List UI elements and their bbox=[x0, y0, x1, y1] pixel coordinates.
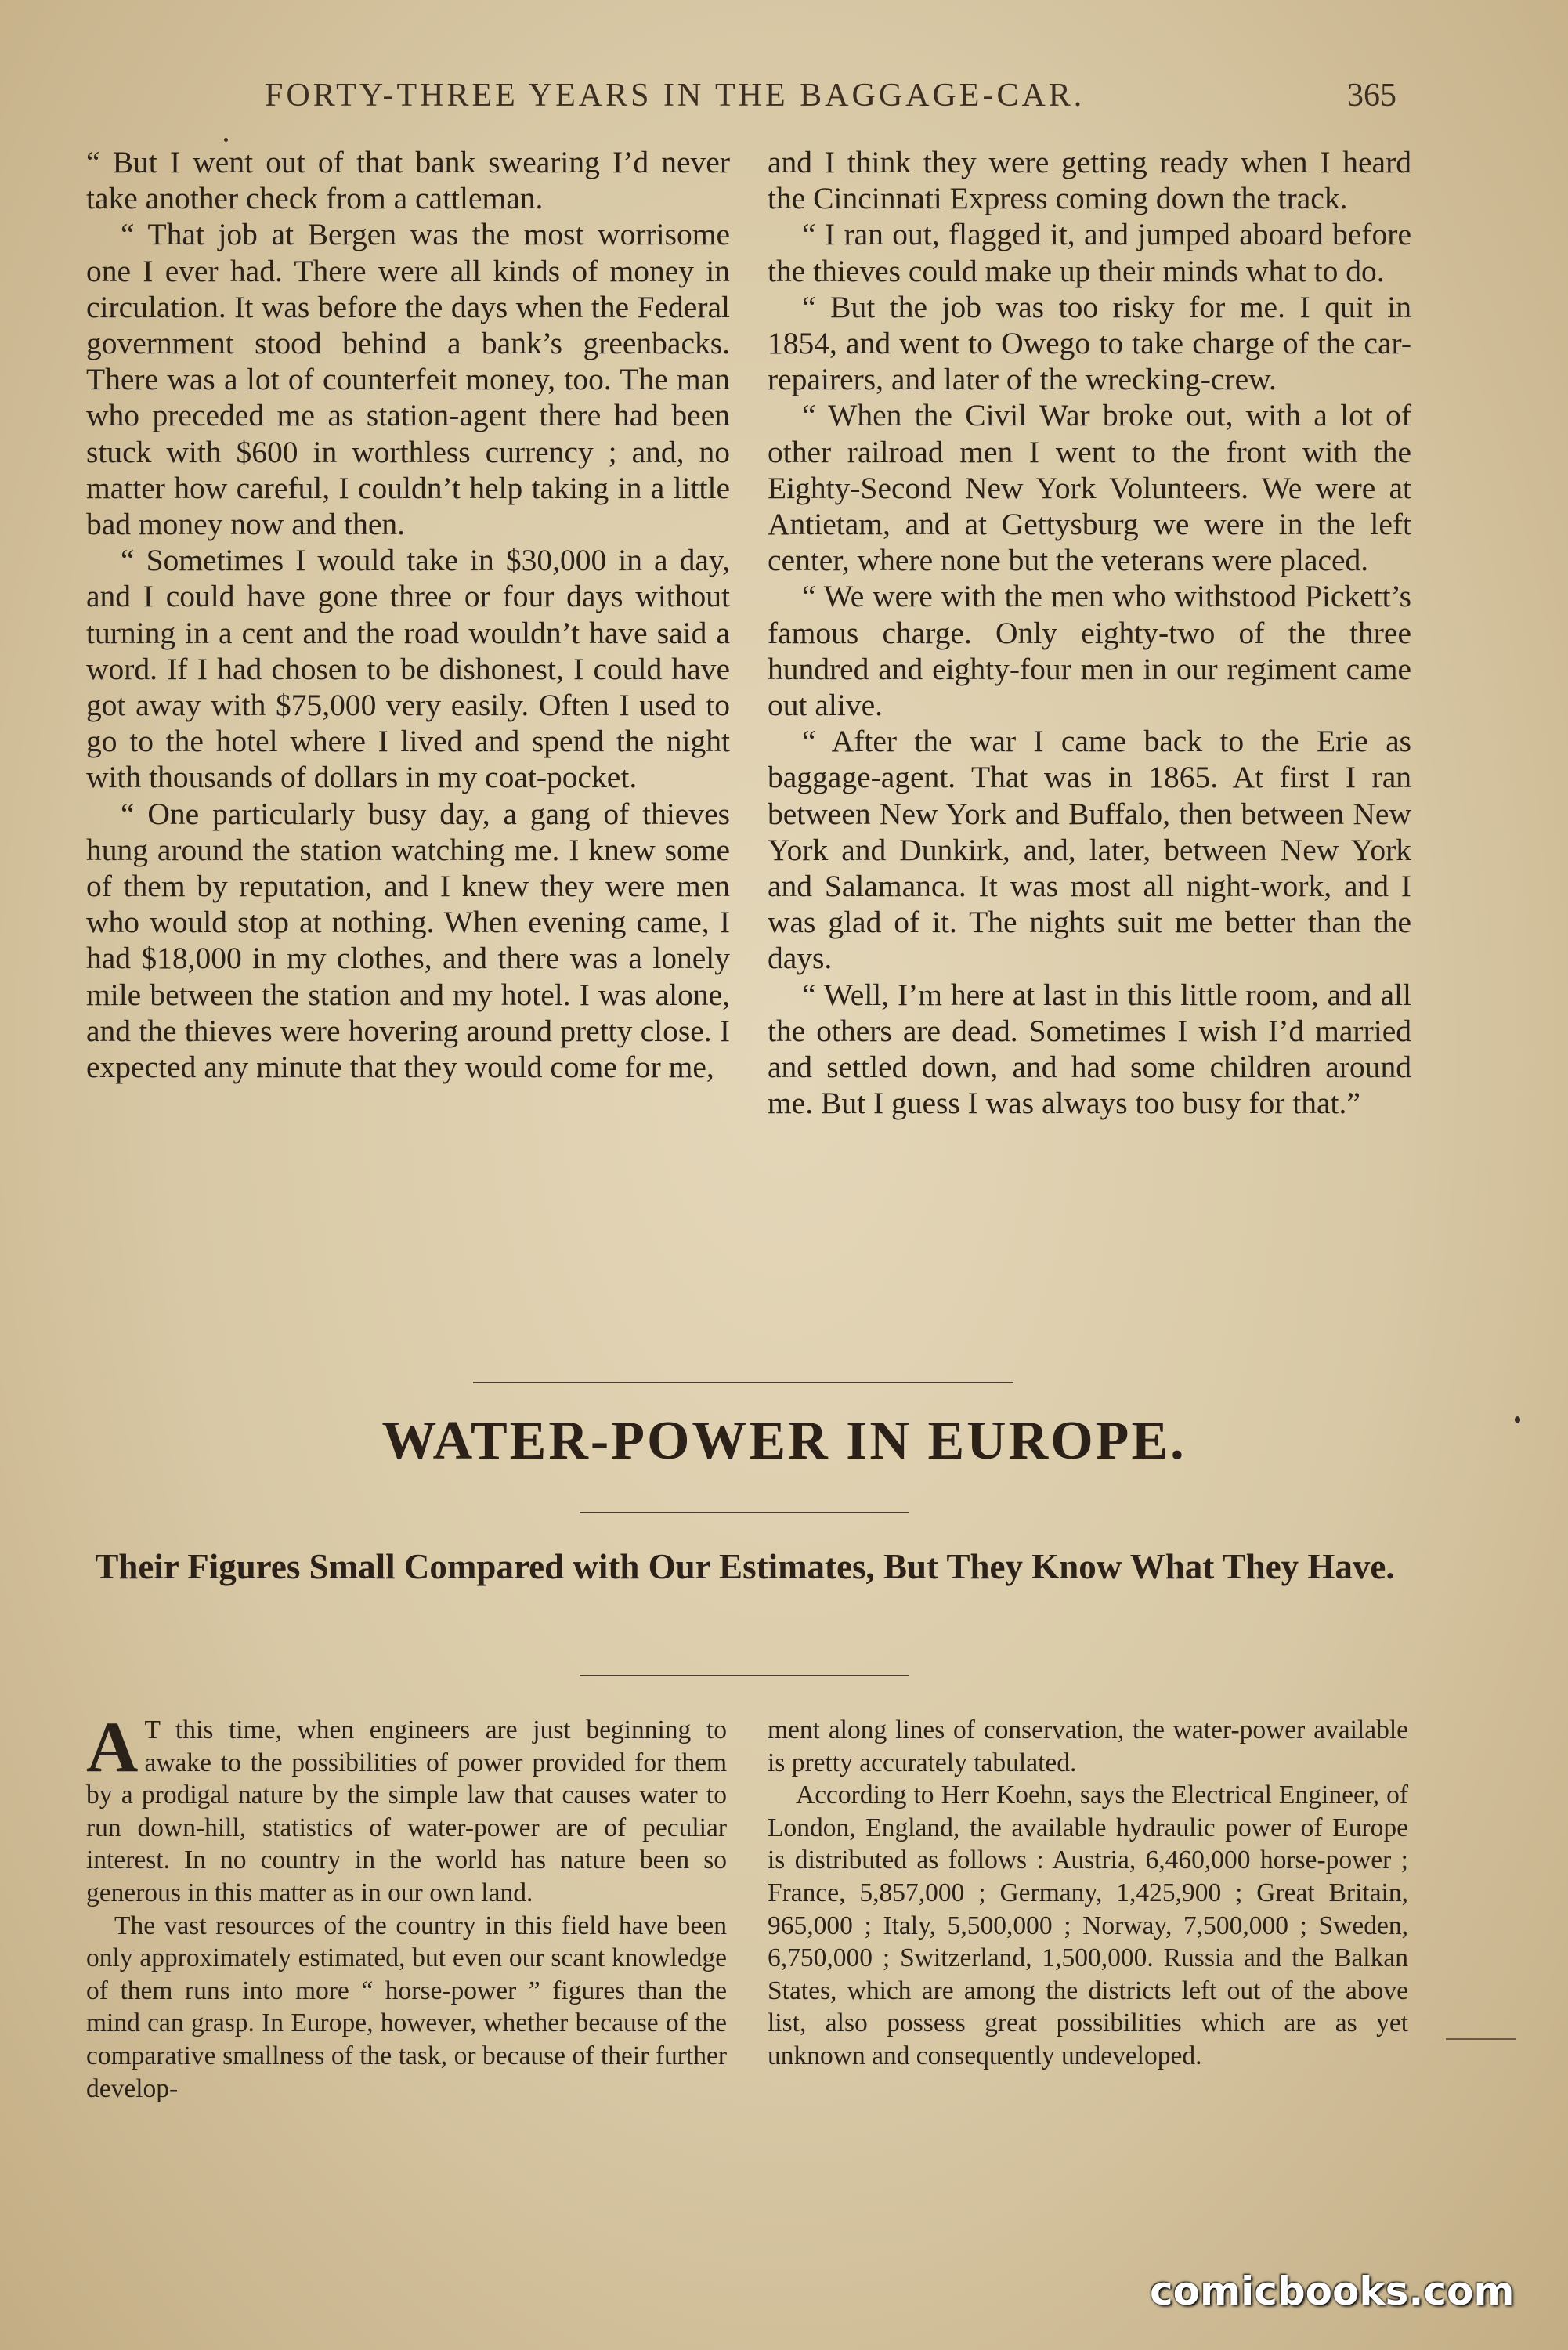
article-subhead: Their Figures Small Compared with Our Estimates, But They Know What They Have. bbox=[95, 1547, 1395, 1586]
paragraph: ment along lines of conservation, the water-power available is pretty accurately tabulated. bbox=[768, 1716, 1408, 1777]
paragraph: and I think they were getting ready when I heard the Cincinnati Express coming down the track. bbox=[768, 145, 1411, 216]
paragraph: “ I ran out, flagged it, and jumped aboard before the thieves could make up their minds what to do. bbox=[768, 217, 1411, 288]
paragraph: “ Sometimes I would take in $30,000 in a day, and I could have gone three or four days without turning in a cent and the road wouldn’t have said a word. If I had chosen to be dishonest, I could have got away with $75,000 very easily. Often I used to go to the hotel where I lived and spend the night with thousands of dollars in my coat-pocket. bbox=[86, 543, 730, 795]
drop-cap: A bbox=[86, 1707, 139, 1787]
paragraph: “ But I went out of that bank swearing I’d never take another check from a cattleman. bbox=[86, 145, 730, 216]
paragraph: “ Well, I’m here at last in this little room, and all the others are dead. Sometimes I wish I’d married and settled down, and had some children around me. But I guess I was always too busy for that.” bbox=[768, 977, 1411, 1121]
paragraph-text: T this time, when engineers are just beginning to awake to the possibilities of power provided for them by a prodigal nature by the simple law that causes water to run down-hill, statistics of water-power are of peculiar interest. In no country in the world has nature been so generous in this matter as in our own land. bbox=[86, 1716, 727, 1907]
article-column-right bbox=[768, 1714, 1408, 2073]
paragraph: According to Herr Koehn, says the Electrical Engineer, of London, England, the available hydraulic power of Europe is distributed as follows : Austria, 6,460,000 horse-power ; France, 5,857,000 ; Germany, 1,425,900 ; Great Britain, 965,000 ; Italy, 5,500,000 ; Norway, 7,500,000 ; Sweden, 6,750,000 ; Switzerland, 1,500,000. Russia and the Balkan States, which are among the districts left out of the above list, also possess great possibilities which are as yet unknown and consequently undeveloped. bbox=[768, 1781, 1408, 2070]
page-number: 365 bbox=[1347, 78, 1396, 114]
watermark: comicbooks.com bbox=[1150, 2269, 1515, 2314]
running-header bbox=[0, 77, 1568, 124]
paragraph: “ We were with the men who withstood Pickett’s famous charge. Only eighty-two of the three hundred and eighty-four men in our regiment came out alive. bbox=[768, 579, 1411, 723]
headline-rule bbox=[580, 1512, 909, 1513]
paragraph: The vast resources of the country in this field have been only approximately estimated, but even our scant knowledge of them runs into more “ horse-power ” figures than the mind can grasp. In Europe, however, whether because of the comparative smallness of the task, or because of their further develop- bbox=[86, 1911, 727, 2103]
paper-speck bbox=[224, 138, 228, 142]
article-column-left bbox=[86, 1707, 727, 2105]
paragraph: “ When the Civil War broke out, with a lot of other railroad men I went to the front with the Eighty-Second New York Volunteers. We were at Antietam, and at Gettysburg we were in the left center, where none but the veterans were placed. bbox=[768, 398, 1411, 578]
paragraph: “ After the war I came back to the Erie as baggage-agent. That was in 1865. At first I ran between New York and Buffalo, then between New York and Dunkirk, and, later, between New York and Salamanca. It was most all night-work, and I was glad of it. The nights suit me better than the days. bbox=[768, 724, 1411, 976]
paper-speck bbox=[1515, 1416, 1520, 1423]
subhead-rule bbox=[580, 1675, 909, 1676]
story-column-left bbox=[86, 144, 730, 1085]
section-divider bbox=[473, 1382, 1013, 1383]
paragraph: “ That job at Bergen was the most worrisome one I ever had. There were all kinds of money in circulation. It was before the days when the Federal government stood behind a bank’s greenbacks. There was a lot of counterfeit money, too. The man who preceded me as station-agent there had been stuck with $600 in worthless currency ; and, no matter how careful, I couldn’t help taking in a little bad money now and then. bbox=[86, 217, 730, 542]
paragraph: “ But the job was too risky for me. I quit in 1854, and went to Owego to take charge of the car-repairers, and later of the wrecking-crew. bbox=[768, 289, 1411, 397]
article-headline: WATER-POWER IN EUROPE. bbox=[381, 1411, 1187, 1471]
story-column-right bbox=[768, 144, 1411, 1121]
running-title: FORTY-THREE YEARS IN THE BAGGAGE-CAR. bbox=[265, 78, 1086, 114]
paragraph bbox=[86, 1707, 727, 1910]
paragraph: “ One particularly busy day, a gang of thieves hung around the station watching me. I knew some of them by reputation, and I knew they were men who would stop at nothing. When evening came, I had $18,000 in my clothes, and there was a lonely mile between the station and my hotel. I was alone, and the thieves were hovering around pretty close. I expected any minute that they would come for me, bbox=[86, 796, 730, 1085]
paper-mark bbox=[1446, 2038, 1516, 2040]
